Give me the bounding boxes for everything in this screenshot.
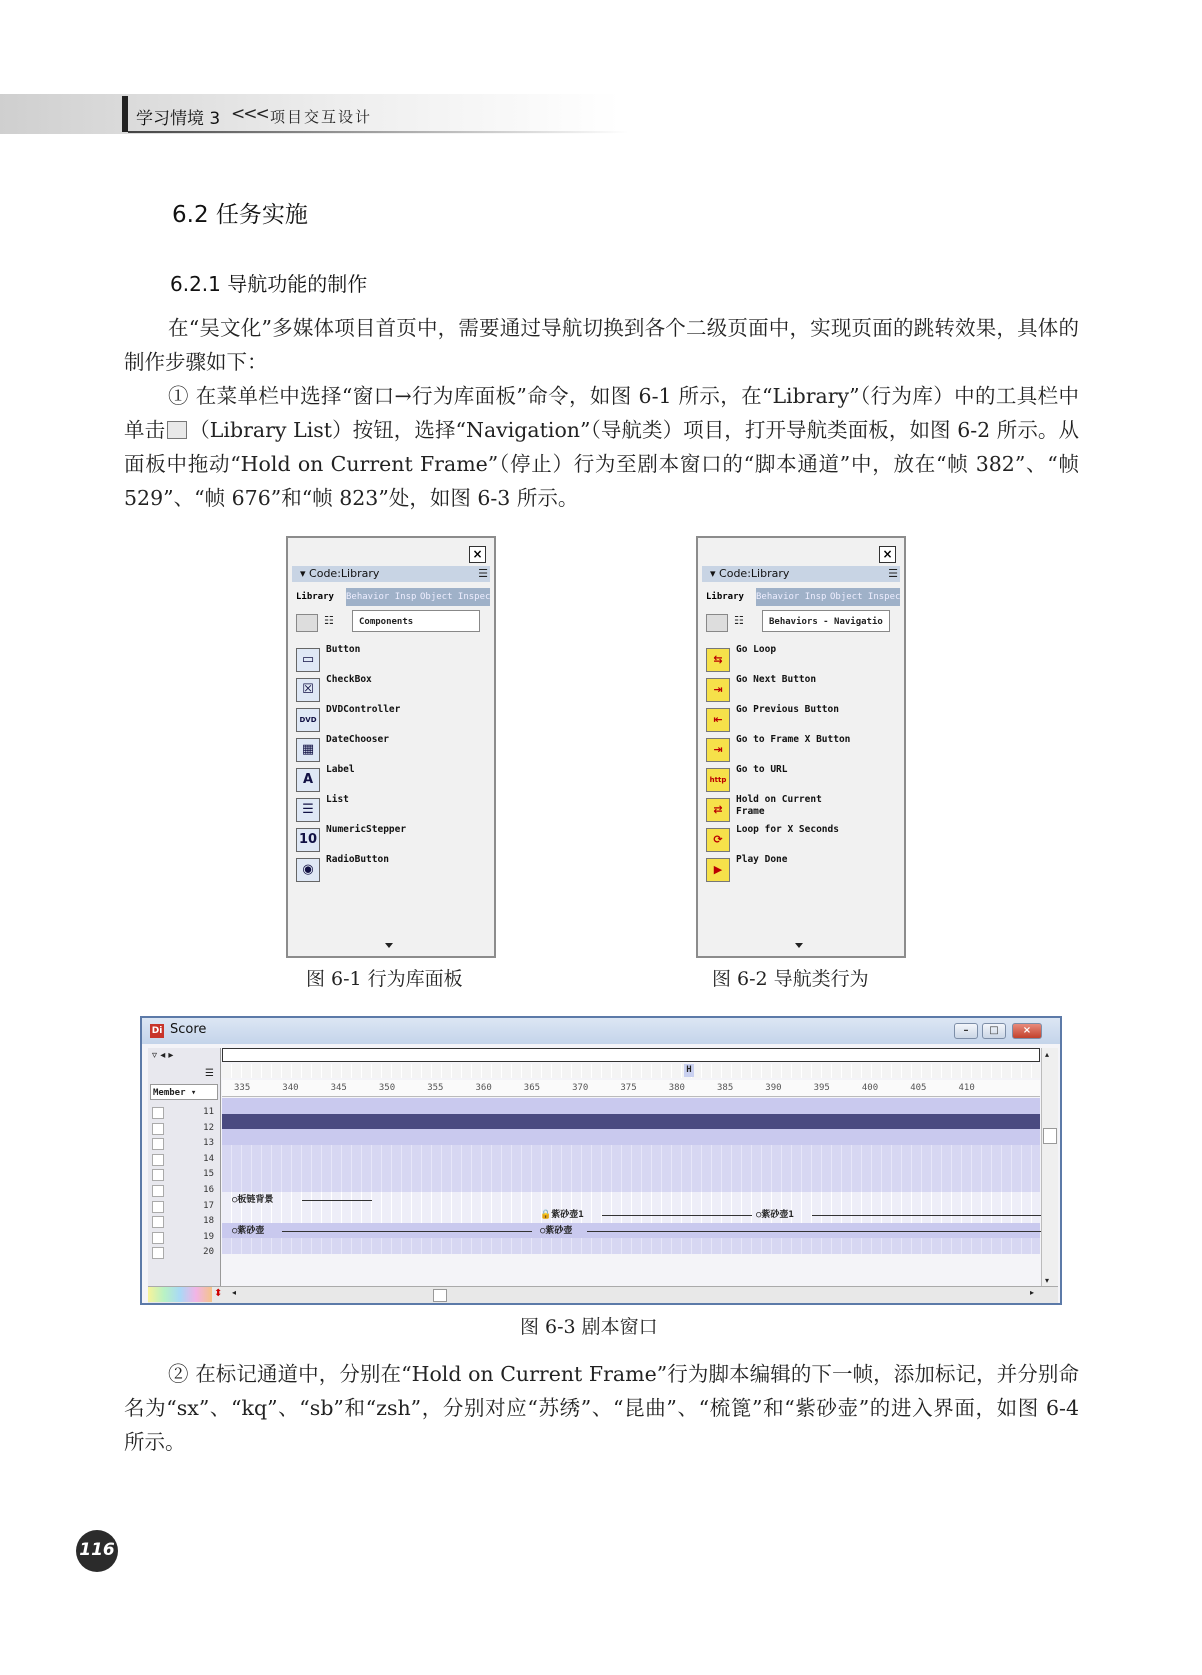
channel-number[interactable] <box>148 1104 220 1120</box>
channel-number[interactable] <box>148 1135 220 1151</box>
sprite-channel[interactable] <box>222 1160 1040 1176</box>
frame-tick-label: 365 <box>523 1083 541 1093</box>
library-item-label: Hold on Current Frame <box>736 794 822 817</box>
frame-tick-label: 345 <box>330 1083 347 1093</box>
panel-title-text: Code:Library <box>309 567 380 580</box>
chapter-subtitle: 项目交互设计 <box>270 108 373 126</box>
color-chips[interactable] <box>148 1287 212 1302</box>
figure1-caption: 图 6-1 行为库面板 <box>306 968 463 990</box>
channel-number[interactable] <box>148 1244 220 1260</box>
go-next-icon: ⇥ <box>706 678 730 702</box>
channel-display-label: Member <box>153 1088 186 1098</box>
frame-tick-label: 395 <box>813 1083 830 1093</box>
library-item[interactable] <box>702 792 900 822</box>
chevron-arrows-icon: <<< <box>231 104 268 124</box>
frame-tick-label: 370 <box>572 1083 589 1093</box>
library-item-label: Go Next Button <box>736 674 817 685</box>
close-icon[interactable]: × <box>469 546 486 563</box>
go-frame-icon: ⇥ <box>706 738 730 762</box>
scroll-right-icon[interactable]: ▸ <box>1029 1288 1034 1297</box>
library-item[interactable] <box>702 702 900 732</box>
channel-number-text: 12 <box>203 1122 214 1133</box>
frame-tick-label: 360 <box>475 1083 492 1093</box>
library-item[interactable] <box>292 672 490 702</box>
channel-toggle[interactable] <box>152 1216 164 1228</box>
page-number: 116 <box>79 1540 115 1560</box>
frame-tick-label: 335 <box>234 1083 251 1093</box>
vertical-scrollbar[interactable] <box>1041 1048 1058 1287</box>
tab-library[interactable]: Library <box>702 588 756 606</box>
label-icon: A <box>296 768 320 792</box>
channel-number-text: 13 <box>203 1138 214 1149</box>
library-item[interactable] <box>292 822 490 852</box>
frame-tick-label: 390 <box>765 1083 782 1093</box>
channel-toggle[interactable] <box>152 1154 164 1166</box>
dvd-icon: DVD <box>296 708 320 732</box>
channel-number-text: 11 <box>203 1107 214 1117</box>
channel-toggle[interactable] <box>152 1247 164 1259</box>
channel-number[interactable] <box>148 1213 220 1229</box>
nav-arrows-icon[interactable]: ▿ ◂ ▸ <box>152 1050 174 1061</box>
sprite-span-line <box>302 1200 372 1201</box>
sprite-channel[interactable] <box>222 1114 1040 1130</box>
channel-number[interactable] <box>148 1198 220 1214</box>
score-title-bar <box>142 1018 1060 1044</box>
hscroll-thumb[interactable] <box>433 1289 447 1302</box>
view-toggle-icon[interactable]: ☷ <box>324 614 334 627</box>
figure2-caption: 图 6-2 导航类行为 <box>712 968 869 990</box>
body-text-bottom <box>124 1357 1079 1459</box>
frame-tick-label: 380 <box>668 1083 685 1093</box>
sprite-label[interactable]: ○紫砂壶 <box>540 1225 573 1236</box>
library-list-icon <box>167 421 187 439</box>
sprite-span-line <box>587 1231 1052 1232</box>
loop-seconds-icon: ⟳ <box>706 828 730 852</box>
tab-object-inspector[interactable]: Object Inspec <box>830 592 900 602</box>
score-title: Score <box>170 1022 207 1037</box>
library-item[interactable] <box>702 732 900 762</box>
channel-number[interactable] <box>148 1182 220 1198</box>
figure3-caption: 图 6-3 剧本窗口 <box>520 1316 658 1338</box>
stepper-icon: 10 <box>296 828 320 852</box>
tab-object-inspector[interactable]: Object Inspec <box>420 592 490 602</box>
sprite-channel[interactable] <box>222 1176 1040 1192</box>
channel-number[interactable] <box>148 1166 220 1182</box>
library-list-button[interactable] <box>296 614 318 632</box>
sprite-span-line <box>282 1231 532 1232</box>
channel-display-select[interactable]: Member ▾ <box>150 1084 218 1100</box>
library-item[interactable] <box>292 702 490 732</box>
score-grid <box>222 1048 1040 1287</box>
library-list-button[interactable] <box>706 614 728 632</box>
tab-behavior-inspector[interactable]: Behavior Insp <box>346 592 417 602</box>
hold-frame-icon: ⇄ <box>706 798 730 822</box>
chapter-label: 学习情境 3 <box>136 109 221 129</box>
body-text-top <box>124 311 1079 515</box>
paragraph-step1 <box>124 379 1079 515</box>
library-item[interactable] <box>702 762 900 792</box>
paragraph-intro: 在“吴文化”多媒体项目首页中，需要通过导航切换到各个二级页面中，实现页面的跳转效果，具体的制作步骤如下： <box>124 316 1079 374</box>
panel-title-text: Code:Library <box>719 567 790 580</box>
channel-number-text: 14 <box>203 1153 214 1164</box>
channel-number-text: 18 <box>203 1216 214 1227</box>
channel-number-text: 15 <box>203 1169 214 1180</box>
minimize-icon[interactable]: – <box>954 1023 978 1039</box>
channel-number-text: 20 <box>203 1247 214 1258</box>
library-category-select[interactable]: Behaviors - Navigatio <box>762 610 890 632</box>
horizontal-scrollbar[interactable] <box>148 1286 1058 1303</box>
library-item[interactable] <box>292 642 490 672</box>
library-item-label: Label <box>326 764 355 775</box>
header-accent-bar <box>122 96 128 132</box>
frame-tick-label: 355 <box>427 1083 444 1093</box>
scroll-left-icon[interactable]: ◂ <box>232 1288 237 1297</box>
library-item-label: CheckBox <box>326 674 372 685</box>
checkbox-icon: ☒ <box>296 678 320 702</box>
hold-behavior-marker[interactable]: H <box>684 1064 694 1077</box>
paragraph-step2: ② 在标记通道中，分别在“Hold on Current Frame”行为脚本编辑的下一帧，添加标记，并分别命名为“sx”、“kq”、“sb”和“zsh”，分别对应“苏绣”、“昆曲”、“梳篦”和“紫砂壶”的进入界面，如图 6-4 所示。 <box>124 1362 1079 1454</box>
list-icon: ☰ <box>296 798 320 822</box>
channel-header-column <box>148 1048 221 1287</box>
scroll-down-icon[interactable] <box>385 943 393 948</box>
sprite-channel[interactable] <box>222 1238 1040 1254</box>
library-item[interactable] <box>702 852 900 882</box>
close-icon[interactable]: × <box>879 546 896 563</box>
sprite-channel[interactable] <box>222 1129 1040 1145</box>
close-icon[interactable]: × <box>1012 1023 1042 1039</box>
library-item-label: NumericStepper <box>326 824 407 835</box>
sprite-label[interactable]: ○紫砂壶 <box>232 1225 265 1236</box>
script-channel[interactable] <box>222 1064 1040 1078</box>
channel-number-text: 16 <box>203 1185 214 1195</box>
library-items <box>292 642 490 882</box>
scroll-down-icon[interactable]: ▾ <box>1045 1276 1050 1285</box>
library-item-label: DateChooser <box>326 734 389 745</box>
frame-tick-label: 405 <box>910 1083 927 1093</box>
library-item[interactable] <box>702 672 900 702</box>
step1-text-a: ① 在菜单栏中选择“窗口→行为库面板”命令，如图 6-1 所示，在“Library”（行为库）中的工具栏中单击 <box>124 384 1079 442</box>
panel-menu-icon[interactable]: ☰ <box>888 567 898 580</box>
frame-tick-label: 375 <box>620 1083 637 1093</box>
frame-tick-label: 410 <box>958 1083 975 1093</box>
channel-number[interactable] <box>148 1120 220 1136</box>
header-rule <box>128 131 628 133</box>
go-url-icon: http <box>706 768 730 792</box>
library-item[interactable] <box>702 642 900 672</box>
calendar-icon: ▦ <box>296 738 320 762</box>
channel-number[interactable] <box>148 1151 220 1167</box>
scroll-thumb[interactable] <box>1043 1128 1057 1144</box>
library-item-label: Play Done <box>736 854 788 865</box>
channel-number-text: 19 <box>203 1231 214 1242</box>
subsection-title: 6.2.1 导航功能的制作 <box>170 272 368 296</box>
channel-toggle[interactable] <box>152 1201 164 1213</box>
maximize-icon[interactable]: □ <box>982 1023 1006 1039</box>
figure-library-panel <box>286 536 496 958</box>
frame-tick-label: 350 <box>378 1083 396 1093</box>
frame-ruler <box>222 1080 1040 1097</box>
channel-toggle[interactable] <box>152 1185 164 1197</box>
library-item-label: DVDController <box>326 704 401 715</box>
library-item-label: Loop for X Seconds <box>736 824 839 835</box>
scroll-up-icon[interactable]: ▴ <box>1045 1050 1050 1059</box>
figure-navigation-panel <box>696 536 906 958</box>
sprite-label[interactable]: ○板链背景 <box>232 1194 274 1205</box>
library-item[interactable] <box>292 732 490 762</box>
scroll-down-icon[interactable] <box>795 943 803 948</box>
library-item-label: Go Previous Button <box>736 704 839 715</box>
panel-title: ▾ Code:Library <box>702 566 900 582</box>
playhead-icon[interactable]: ⬍ <box>214 1288 223 1299</box>
library-item-label: List <box>326 794 349 805</box>
library-item-label: Go to URL <box>736 764 788 775</box>
library-category-select[interactable]: Components <box>352 610 480 632</box>
radio-icon: ◉ <box>296 858 320 882</box>
view-toggle-icon[interactable]: ☷ <box>734 614 744 627</box>
library-item-label: RadioButton <box>326 854 389 865</box>
channel-toggle[interactable] <box>152 1169 164 1181</box>
channel-number-text: 17 <box>203 1200 214 1211</box>
channel-toggle[interactable] <box>152 1107 164 1119</box>
panel-menu-icon[interactable]: ☰ <box>478 567 488 580</box>
panel-title: ▾ Code:Library <box>292 566 490 582</box>
frame-tick-label: 400 <box>861 1083 879 1093</box>
library-item-label: Button <box>326 644 361 655</box>
tab-behavior-inspector[interactable]: Behavior Insp <box>756 592 827 602</box>
channel-toggle[interactable] <box>152 1123 164 1135</box>
sprite-span-line <box>602 1215 752 1216</box>
button-icon: ▭ <box>296 648 320 672</box>
go-loop-icon: ⇆ <box>706 648 730 672</box>
sprite-label[interactable]: ○紫砂壶1 <box>756 1210 794 1221</box>
panel-tabs <box>292 588 490 606</box>
library-item[interactable] <box>702 822 900 852</box>
section-title: 6.2 任务实施 <box>172 202 308 228</box>
sprite-channel[interactable] <box>222 1098 1040 1114</box>
panel-tabs <box>702 588 900 606</box>
director-logo-icon: Di <box>151 1026 163 1036</box>
library-item-label: Go to Frame X Button <box>736 734 851 745</box>
go-previous-icon: ⇤ <box>706 708 730 732</box>
sprite-label[interactable]: 🔒紫砂壶1 <box>540 1210 584 1221</box>
channel-toggle[interactable] <box>152 1138 164 1150</box>
score-window <box>140 1016 1062 1305</box>
sprite-channel[interactable] <box>222 1145 1040 1161</box>
frame-tick-label: 340 <box>282 1083 299 1093</box>
library-item[interactable] <box>292 852 490 882</box>
library-item-label: Go Loop <box>736 644 777 655</box>
play-done-icon: ▶ <box>706 858 730 882</box>
tab-library[interactable]: Library <box>292 588 346 606</box>
sprite-span-line <box>812 1215 1052 1216</box>
library-item[interactable] <box>292 762 490 792</box>
tempo-channel[interactable] <box>222 1048 1040 1062</box>
frame-tick-label: 385 <box>717 1083 734 1093</box>
behavior-items <box>702 642 900 882</box>
channel-number[interactable] <box>148 1229 220 1245</box>
script-channel-icon: ☰ <box>205 1068 214 1079</box>
library-item[interactable] <box>292 792 490 822</box>
channel-toggle[interactable] <box>152 1232 164 1244</box>
step1-text-b: （Library List）按钮，选择“Navigation”（导航类）项目，打开导航类面板，如图 6-2 所示。从面板中拖动“Hold on Current Frame”（停止）行为至剧本窗口的“脚本通道”中，放在“帧 382”、“帧 529”、“帧 676”和“帧 823”处，如图 6-3 所示。 <box>124 418 1080 510</box>
